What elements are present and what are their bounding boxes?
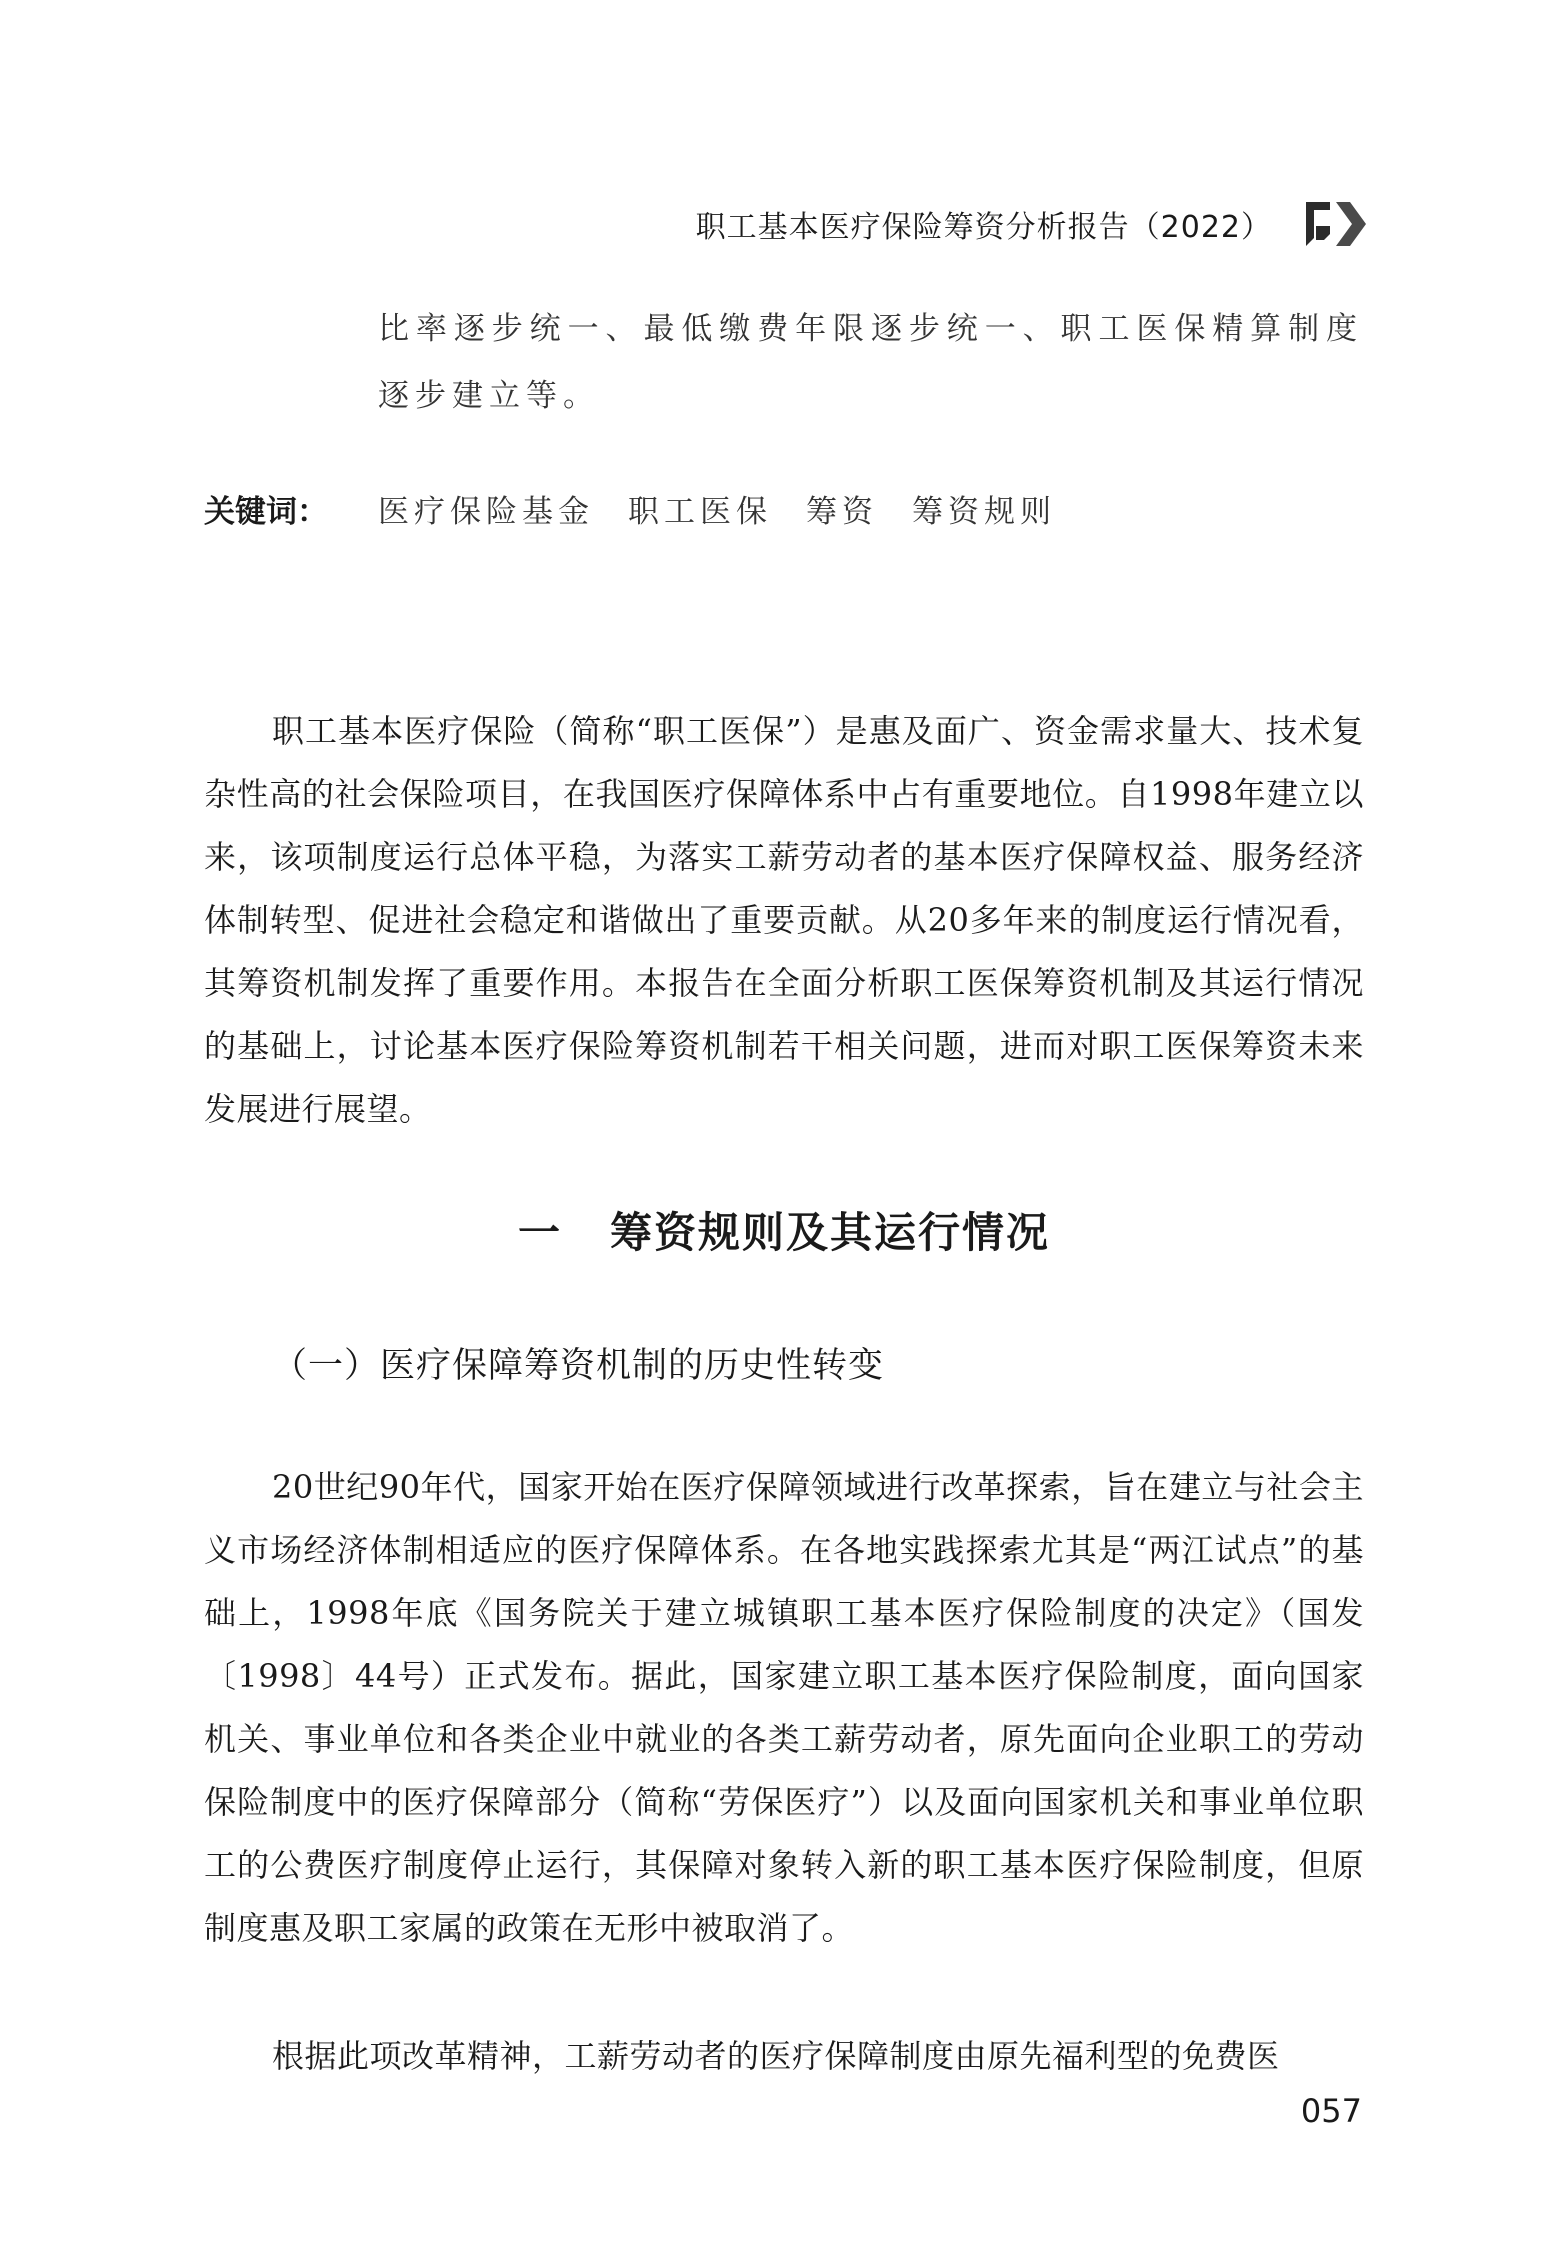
keywords-label: 关键词： xyxy=(204,494,328,530)
running-header-title: 职工基本医疗保险筹资分析报告（2022） xyxy=(695,210,1272,245)
body-paragraph: 根据此项改革精神，工薪劳动者的医疗保障制度由原先福利型的免费医 xyxy=(272,2037,1280,2075)
body-paragraph: 20世纪90年代，国家开始在医疗保障领域进行改革探索，旨在建立与社会主义市场经济体制相适应的医疗保障体系。在各地实践探索尤其是“两江试点”的基础上，1998年底《国务院关于建立城镇职工基本医疗保险制度的决定》（国发〔1998〕44号）正式发布。据此，国家建立职工基本医疗保险制度，面向国家机关、事业单位和各类企业中就业的各类工薪劳动者，原先面向企业职工的劳动保险制度中的医疗保障部分（简称“劳保医疗”）以及面向国家机关和事业单位职工的公费医疗制度停止运行，其保障对象转入新的职工基本医疗保险制度，但原制度惠及职工家属的政策在无形中被取消了。 xyxy=(204,1468,1364,1947)
running-header xyxy=(695,196,1370,252)
section-number: 一 xyxy=(517,1208,562,1257)
keywords-row xyxy=(204,488,1364,536)
keyword-item: 筹资 xyxy=(806,494,878,530)
keyword-item: 筹资规则 xyxy=(912,494,1056,530)
section-heading xyxy=(204,1200,1364,1260)
page-number: 057 xyxy=(1300,2092,1362,2130)
abstract-continuation: 比率逐步统一、最低缴费年限逐步统一、职工医保精算制度逐步建立等。 xyxy=(378,311,1363,414)
book-corner-arrow-icon xyxy=(1300,196,1370,252)
keyword-item: 职工医保 xyxy=(628,494,772,530)
section-title: 筹资规则及其运行情况 xyxy=(610,1208,1051,1257)
keyword-item: 医疗保险基金 xyxy=(378,494,594,530)
subsection-heading: （一）医疗保障筹资机制的历史性转变 xyxy=(272,1346,885,1386)
intro-paragraph: 职工基本医疗保险（简称“职工医保”）是惠及面广、资金需求量大、技术复杂性高的社会保险项目，在我国医疗保障体系中占有重要地位。自1998年建立以来，该项制度运行总体平稳，为落实工薪劳动者的基本医疗保障权益、服务经济体制转型、促进社会稳定和谐做出了重要贡献。从20多年来的制度运行情况看，其筹资机制发挥了重要作用。本报告在全面分析职工医保筹资机制及其运行情况的基础上，讨论基本医疗保险筹资机制若干相关问题，进而对职工医保筹资未来发展进行展望。 xyxy=(204,712,1364,1128)
